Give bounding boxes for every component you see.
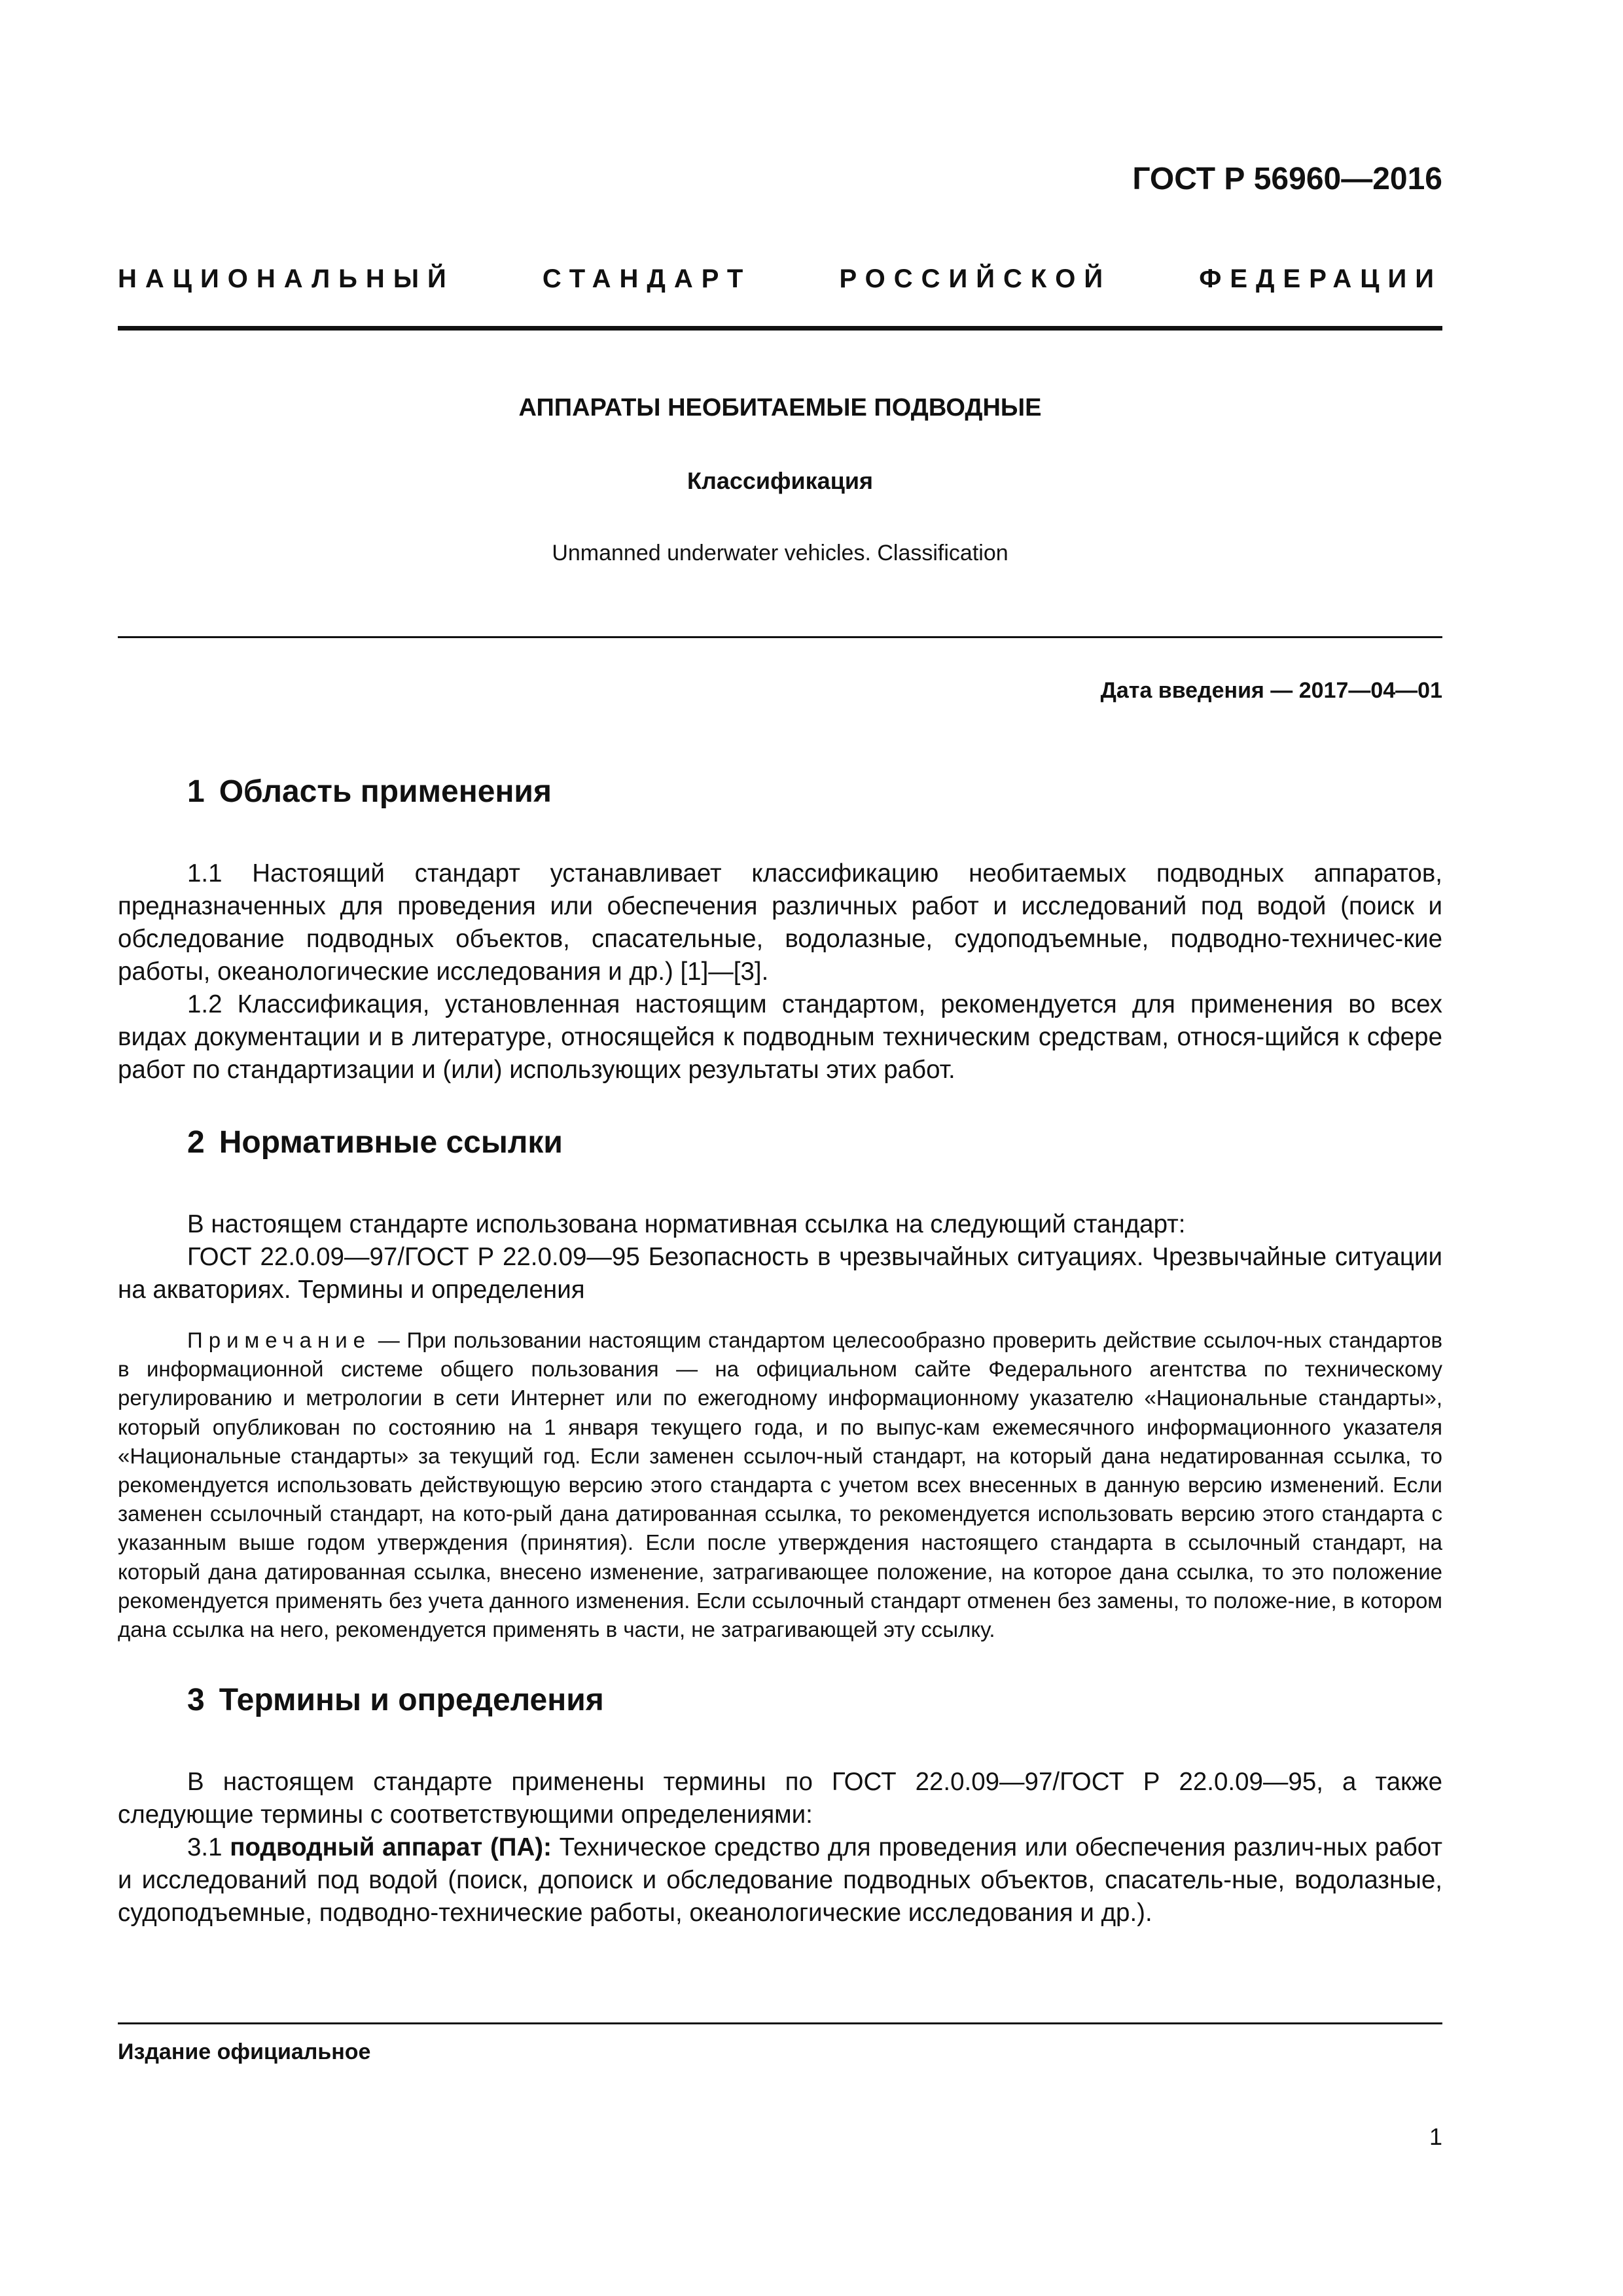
paragraph: 1.1 Настоящий стандарт устанавливает классификацию необитаемых подводных аппаратов, предназначенных для проведения или обеспечения различных работ и исследований под водой (поиск и обследование подводных объектов, спасательные, водолазные, судоподъемные, подводно-техничес-кие работы, океанологические исследования и др.) [1]—[3].	[118, 859, 1442, 986]
section-title: Область применения	[219, 774, 552, 809]
title-divider	[118, 636, 1442, 638]
introduction-date: Дата введения — 2017—04—01	[1100, 678, 1442, 703]
header-divider	[118, 326, 1442, 331]
section-number: 2	[187, 1125, 205, 1160]
section-title: Термины и определения	[219, 1683, 604, 1718]
term-name: подводный аппарат (ПА):	[230, 1833, 552, 1862]
section-title: Нормативные ссылки	[219, 1125, 563, 1160]
section-number: 3	[187, 1683, 205, 1718]
paragraph: В настоящем стандарте применены термины по ГОСТ 22.0.09—97/ГОСТ Р 22.0.09—95, а также следующие термины с соответствующими определениями:	[118, 1768, 1442, 1829]
national-standard-line	[118, 264, 1442, 294]
edition-label: Издание официальное	[118, 2039, 371, 2064]
document-subtitle: Классификация	[687, 467, 873, 494]
document-body	[118, 772, 1442, 1929]
document-title: АППАРАТЫ НЕОБИТАЕМЫЕ ПОДВОДНЫЕ	[518, 394, 1042, 422]
document-title-english: Unmanned underwater vehicles. Classification	[552, 541, 1008, 565]
standard-word: ФЕДЕРАЦИИ	[1199, 264, 1442, 293]
paragraph: ГОСТ 22.0.09—97/ГОСТ Р 22.0.09—95 Безопасность в чрезвычайных ситуациях. Чрезвычайные ситуации на акваториях. Термины и определения	[118, 1243, 1442, 1304]
section-heading	[118, 772, 1442, 812]
section-number: 1	[187, 774, 205, 809]
footer-divider	[118, 2022, 1442, 2024]
standard-word: РОССИЙСКОЙ	[839, 264, 1112, 293]
paragraph: В настоящем стандарте использована нормативная ссылка на следующий стандарт:	[187, 1210, 1186, 1238]
section-heading	[118, 1123, 1442, 1162]
note-paragraph	[118, 1326, 1442, 1644]
note-text: — При пользовании настоящим стандартом целесообразно проверить действие ссылоч-ных стандартов в информационной системе общего пользования — на официальном сайте Федерального агентства по техническому регулированию и метрологии в сети Интернет или по ежегодному информационному указателю «Национальные стандарты», который опубликован по состоянию на 1 января текущего года, и по выпус-кам ежемесячного информационного указателя «Национальные стандарты» за текущий год. Если заменен ссылоч-ный стандарт, на который дана недатированная ссылка, то рекомендуется использовать действующую версию этого стандарта с учетом всех внесенных в данную версию изменений. Если заменен ссылочный стандарт, на кото-рый дана датированная ссылка, то рекомендуется использовать версию этого стандарта с указанным выше годом утверждения (принятия). Если после утверждения настоящего стандарта в ссылочный стандарт, на который дана датированная ссылка, внесено изменение, затрагивающее положение, на которое дана ссылка, то это положение рекомендуется применять без учета данного изменения. Если ссылочный стандарт отменен без замены, то положе-ние, в котором дана ссылка на него, рекомендуется применять в части, не затрагивающей эту ссылку.	[118, 1328, 1442, 1642]
document-number: ГОСТ Р 56960—2016	[1132, 162, 1442, 196]
document-page	[118, 0, 1442, 2296]
note-label: Примечание	[187, 1328, 372, 1352]
section-heading	[118, 1681, 1442, 1720]
page-number: 1	[1429, 2123, 1442, 2150]
term-definition: Техническое средство для проведения или обеспечения различ-ных работ и исследований под водой (поиск, допоиск и обследование подводных объектов, спасатель-ные, водолазные, судоподъемные, подводно-технические работы, океанологические исследования и др.).	[118, 1833, 1442, 1928]
term-number: 3.1	[187, 1833, 223, 1862]
standard-word: НАЦИОНАЛЬНЫЙ	[118, 264, 455, 293]
term-definition-paragraph	[118, 1831, 1442, 1929]
paragraph: 1.2 Классификация, установленная настоящим стандартом, рекомендуется для применения во всех видах документации и в литературе, относящейся к подводным техническим средствам, относя-щийся к сфере работ по стандартизации и (или) использующих результаты этих работ.	[118, 990, 1442, 1084]
standard-word: СТАНДАРТ	[542, 264, 752, 293]
